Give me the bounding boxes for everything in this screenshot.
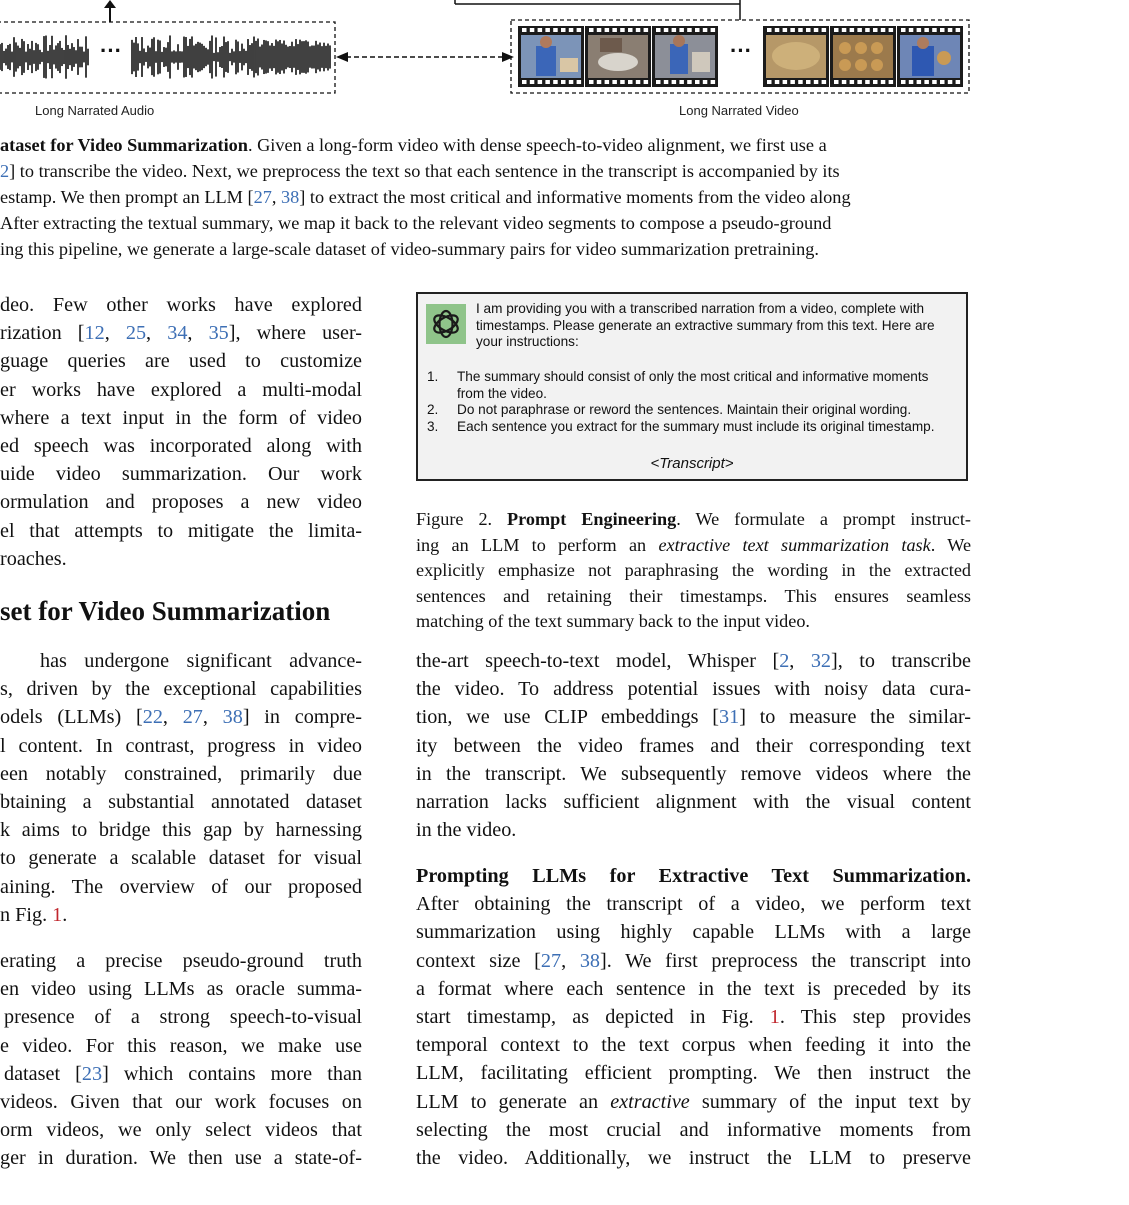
text-line: guage queries are used to customize xyxy=(0,350,362,373)
sprocket-hole xyxy=(612,80,617,84)
text-line: rization [12, 25, 34, 35], where user- xyxy=(0,322,363,345)
citation-link[interactable]: 27 xyxy=(540,949,562,972)
arrow-head-left xyxy=(336,52,348,62)
film-frame-3 xyxy=(652,26,718,87)
left-column-para-2 xyxy=(0,647,362,929)
caption-line: matching of the text summary back to the input video. xyxy=(416,611,810,631)
citation-link[interactable]: 35 xyxy=(208,322,229,345)
text-line: LLM, facilitating efficient prompting. We then instruct the xyxy=(416,1062,971,1085)
sprocket-hole xyxy=(589,28,594,32)
sprocket-hole xyxy=(881,80,886,84)
citation-link[interactable]: 32 xyxy=(810,650,831,672)
up-arrow-head xyxy=(104,0,116,8)
sprocket-hole xyxy=(679,80,684,84)
sprocket-hole xyxy=(711,80,716,84)
text-line: aining. The overview of our proposed xyxy=(0,875,362,898)
sprocket-hole xyxy=(620,28,625,32)
sprocket-hole xyxy=(909,80,914,84)
text-line: the video. To address potential issues with noisy data cura- xyxy=(416,678,971,701)
sprocket-hole xyxy=(822,28,827,32)
left-column-para-3 xyxy=(0,947,362,1173)
sprocket-hole xyxy=(865,28,870,32)
video-ellipsis: ··· xyxy=(730,38,752,63)
sprocket-hole xyxy=(806,28,811,32)
sprocket-hole xyxy=(798,80,803,84)
sprocket-hole xyxy=(842,28,847,32)
caption-line: Figure 2. Prompt Engineering. We formulate a prompt instruct- xyxy=(416,509,971,529)
citation-link[interactable]: 2 xyxy=(779,650,790,672)
sprocket-hole xyxy=(783,28,788,32)
citation-link[interactable]: 2 xyxy=(0,161,10,181)
caption-text: ] to extract the most critical and informative moments from the video along xyxy=(299,187,851,207)
sprocket-hole xyxy=(605,28,610,32)
figure-ref-link[interactable]: 1 xyxy=(769,1006,780,1029)
film-frame-5 xyxy=(830,26,896,87)
text-line: orm videos, we only select videos that xyxy=(0,1119,362,1142)
sprocket-hole xyxy=(695,80,700,84)
sprocket-hole xyxy=(620,80,625,84)
sprocket-hole xyxy=(767,80,772,84)
sprocket-hole xyxy=(522,80,527,84)
sprocket-hole xyxy=(545,80,550,84)
sprocket-hole xyxy=(530,28,535,32)
paragraph-title: Prompting LLMs for Extractive Text Summarization. xyxy=(416,865,971,887)
sprocket-hole xyxy=(834,28,839,32)
figure-ref-link[interactable]: 1 xyxy=(52,903,63,926)
sprocket-hole xyxy=(672,28,677,32)
sprocket-hole xyxy=(940,28,945,32)
text-line: ger in duration. We then use a state-of- xyxy=(0,1147,362,1170)
text-line: tion, we use CLIP embeddings [31] to measure the similar- xyxy=(416,706,971,729)
text-line: en video using LLMs as oracle summa- xyxy=(0,978,362,1001)
sprocket-hole xyxy=(956,80,961,84)
sprocket-hole xyxy=(790,28,795,32)
sprocket-hole xyxy=(687,28,692,32)
sprocket-hole xyxy=(932,28,937,32)
caption-text: estamp. We then prompt an LLM [ xyxy=(0,187,254,207)
caption-line: ing an LLM to perform an extractive text summarization task. We xyxy=(416,534,972,555)
caption-text: ing this pipeline, we generate a large-scale dataset of video-summary pairs for video summarization pretraining. xyxy=(0,239,819,259)
sprocket-hole xyxy=(522,28,527,32)
sprocket-hole xyxy=(569,80,574,84)
citation-link[interactable]: 31 xyxy=(719,706,740,729)
sprocket-hole xyxy=(636,80,641,84)
sprocket-hole xyxy=(545,28,550,32)
text-line: el that attempts to mitigate the limita- xyxy=(0,519,362,542)
sprocket-hole xyxy=(822,80,827,84)
citation-link[interactable]: 27 xyxy=(182,706,203,729)
sprocket-hole xyxy=(806,80,811,84)
sprocket-hole xyxy=(612,28,617,32)
caption-text: ] to transcribe the video. Next, we preprocess the text so that each sentence in the transcript is accompanied by its xyxy=(9,161,840,181)
prompt-box xyxy=(416,292,968,481)
sprocket-hole xyxy=(530,80,535,84)
text-line: l content. In contrast, progress in video xyxy=(0,734,362,757)
text-line: the-art speech-to-text model, Whisper [2, 32], to transcribe xyxy=(416,650,972,672)
text-line: roaches. xyxy=(0,547,67,570)
sprocket-hole xyxy=(569,28,574,32)
sprocket-hole xyxy=(857,28,862,32)
left-column-para-1 xyxy=(0,291,362,573)
film-frame-6 xyxy=(897,26,963,87)
sprocket-hole xyxy=(901,80,906,84)
text-line: deo. Few other works have explored xyxy=(0,294,362,316)
figure-2-caption xyxy=(416,507,971,635)
sprocket-hole xyxy=(711,28,716,32)
sprocket-hole xyxy=(664,28,669,32)
film-frame-1 xyxy=(518,26,584,87)
sprocket-hole xyxy=(664,80,669,84)
text-line: narration lacks sufficient alignment with the visual content xyxy=(416,791,971,814)
transcript-placeholder: <Transcript> xyxy=(650,455,734,472)
sprocket-hole xyxy=(538,28,543,32)
figure-1-caption xyxy=(0,133,975,263)
sprocket-hole xyxy=(589,80,594,84)
figure-1-graphic xyxy=(0,0,1129,125)
sprocket-hole xyxy=(775,80,780,84)
sprocket-hole xyxy=(940,80,945,84)
sprocket-hole xyxy=(834,80,839,84)
audio-label: Long Narrated Audio xyxy=(35,103,155,118)
figure-1 xyxy=(0,0,1129,125)
sprocket-hole xyxy=(783,80,788,84)
sprocket-hole xyxy=(901,28,906,32)
sprocket-hole xyxy=(948,80,953,84)
sprocket-hole xyxy=(577,28,582,32)
caption-title: ataset for Video Summarization xyxy=(0,135,248,155)
sprocket-hole xyxy=(628,28,633,32)
prompt-intro-line: timestamps. Please generate an extractive summary from this text. Here are xyxy=(476,317,935,333)
sprocket-hole xyxy=(917,28,922,32)
openai-logo-icon xyxy=(426,304,466,344)
sprocket-hole xyxy=(956,28,961,32)
sprocket-hole xyxy=(679,28,684,32)
text-line: s, driven by the exceptional capabilities xyxy=(0,678,362,701)
text-line: dataset [23] which contains more than xyxy=(4,1062,362,1085)
sprocket-hole xyxy=(538,80,543,84)
sprocket-hole xyxy=(628,80,633,84)
text-line: has undergone significant advance- xyxy=(40,650,362,672)
citation-link[interactable]: 38 xyxy=(280,187,300,207)
sprocket-hole xyxy=(865,80,870,84)
sprocket-hole xyxy=(857,80,862,84)
text-line: temporal context to the text corpus when feeding it into the xyxy=(416,1034,971,1057)
sprocket-hole xyxy=(873,28,878,32)
sprocket-hole xyxy=(561,28,566,32)
waveform-left xyxy=(0,35,88,78)
sprocket-hole xyxy=(561,80,566,84)
sprocket-hole xyxy=(644,28,649,32)
video-label: Long Narrated Video xyxy=(679,103,799,118)
text-line: in the video. xyxy=(416,819,517,842)
text-line: k aims to bridge this gap by harnessing xyxy=(0,819,362,842)
text-line: a format where each sentence in the text is preceded by its xyxy=(416,977,971,1000)
sprocket-hole xyxy=(672,80,677,84)
text-line: ed speech was incorporated along with xyxy=(0,435,362,458)
sprocket-hole xyxy=(814,28,819,32)
citation-link[interactable]: 25 xyxy=(125,322,147,345)
text-line: to generate a scalable dataset for visual xyxy=(0,847,362,870)
text-line: where a text input in the form of video xyxy=(0,406,362,429)
text-line: After obtaining the transcript of a video, we perform text xyxy=(416,893,971,916)
right-column-para-1 xyxy=(416,647,971,844)
sprocket-hole xyxy=(889,28,894,32)
caption-line: explicitly emphasize not paraphrasing the wording in the extracted xyxy=(416,560,971,580)
sprocket-hole xyxy=(644,80,649,84)
sprocket-hole xyxy=(656,80,661,84)
sprocket-hole xyxy=(703,28,708,32)
sprocket-hole xyxy=(798,28,803,32)
sprocket-hole xyxy=(577,80,582,84)
text-line: the video. Additionally, we instruct the LLM to preserve xyxy=(416,1147,971,1170)
sprocket-hole xyxy=(814,80,819,84)
waveform-right xyxy=(132,35,330,78)
sprocket-hole xyxy=(775,28,780,32)
sprocket-hole xyxy=(597,80,602,84)
text-line: videos. Given that our work focuses on xyxy=(0,1091,362,1114)
sprocket-hole xyxy=(553,80,558,84)
citation-link[interactable]: 22 xyxy=(142,706,163,729)
audio-ellipsis: ··· xyxy=(100,38,122,63)
text-line: context size [27, 38]. We first preprocess the transcript into xyxy=(416,949,972,972)
sprocket-hole xyxy=(924,28,929,32)
prompt-instruction-3: 3. Each sentence you extract for the summary must include its original timestamp. xyxy=(427,419,935,434)
sprocket-hole xyxy=(605,80,610,84)
film-frame-4 xyxy=(763,26,829,87)
caption-text: After extracting the textual summary, we map it back to the relevant video segments to compose a pseudo-ground xyxy=(0,213,832,233)
sprocket-hole xyxy=(597,28,602,32)
text-line: uide video summarization. Our work xyxy=(0,463,362,486)
caption-text: . Given a long-form video with dense speech-to-video alignment, we first use a xyxy=(247,135,827,155)
citation-link[interactable]: 38 xyxy=(579,949,600,972)
sprocket-hole xyxy=(932,80,937,84)
text-line: in the transcript. We subsequently remove videos where the xyxy=(416,762,971,785)
prompt-instruction-1: 1. The summary should consist of only the most critical and informative moments from the video. xyxy=(427,369,929,401)
citation-link[interactable]: 34 xyxy=(167,322,188,345)
text-line: ormulation and proposes a new video xyxy=(0,491,362,514)
caption-text: , xyxy=(271,187,281,207)
sprocket-hole xyxy=(909,28,914,32)
sprocket-hole xyxy=(553,28,558,32)
text-line: odels (LLMs) [22, 27, 38] in compre- xyxy=(0,706,362,729)
text-line: een notably constrained, primarily due xyxy=(0,762,362,785)
sprocket-hole xyxy=(850,80,855,84)
arrow-head-right xyxy=(502,52,514,62)
text-line: summarization using highly capable LLMs with a large xyxy=(416,921,971,944)
text-line: start timestamp, as depicted in Fig. 1. This step provides xyxy=(416,1006,971,1029)
text-line: ity between the video frames and their corresponding text xyxy=(416,734,971,757)
sprocket-hole xyxy=(842,80,847,84)
prompt-intro-line: your instructions: xyxy=(476,334,579,349)
text-line: erating a precise pseudo-ground truth xyxy=(0,950,362,972)
text-line: n Fig. 1. xyxy=(0,903,68,926)
sprocket-hole xyxy=(881,28,886,32)
sprocket-hole xyxy=(636,28,641,32)
right-column-para-2 xyxy=(416,862,971,1172)
sprocket-hole xyxy=(703,80,708,84)
citation-link[interactable]: 27 xyxy=(253,187,272,207)
sprocket-hole xyxy=(850,28,855,32)
text-line: selecting the most crucial and informative moments from xyxy=(416,1118,971,1141)
sprocket-hole xyxy=(790,80,795,84)
sprocket-hole xyxy=(873,80,878,84)
sprocket-hole xyxy=(889,80,894,84)
sprocket-hole xyxy=(924,80,929,84)
text-line: er works have explored a multi-modal xyxy=(0,378,362,401)
sprocket-hole xyxy=(695,28,700,32)
text-line: presence of a strong speech-to-visual xyxy=(4,1006,362,1029)
section-heading: set for Video Summarization xyxy=(0,596,331,626)
caption-line: sentences and retaining their timestamps. This ensures seamless xyxy=(416,585,971,606)
text-line: e video. For this reason, we make use xyxy=(0,1034,362,1057)
sprocket-hole xyxy=(767,28,772,32)
text-line: LLM to generate an extractive summary of the input text by xyxy=(416,1090,971,1113)
sprocket-hole xyxy=(917,80,922,84)
sprocket-hole xyxy=(687,80,692,84)
citation-link[interactable]: 38 xyxy=(222,706,243,729)
sprocket-hole xyxy=(948,28,953,32)
text-line: btaining a substantial annotated dataset xyxy=(0,791,362,814)
sprocket-hole xyxy=(656,28,661,32)
citation-link[interactable]: 12 xyxy=(84,322,105,345)
prompt-intro-line: I am providing you with a transcribed narration from a video, complete with xyxy=(476,301,925,316)
citation-link[interactable]: 23 xyxy=(81,1062,103,1085)
film-frame-2 xyxy=(585,26,651,87)
prompt-instruction-2: 2. Do not paraphrase or reword the sentences. Maintain their original wording. xyxy=(427,402,912,417)
